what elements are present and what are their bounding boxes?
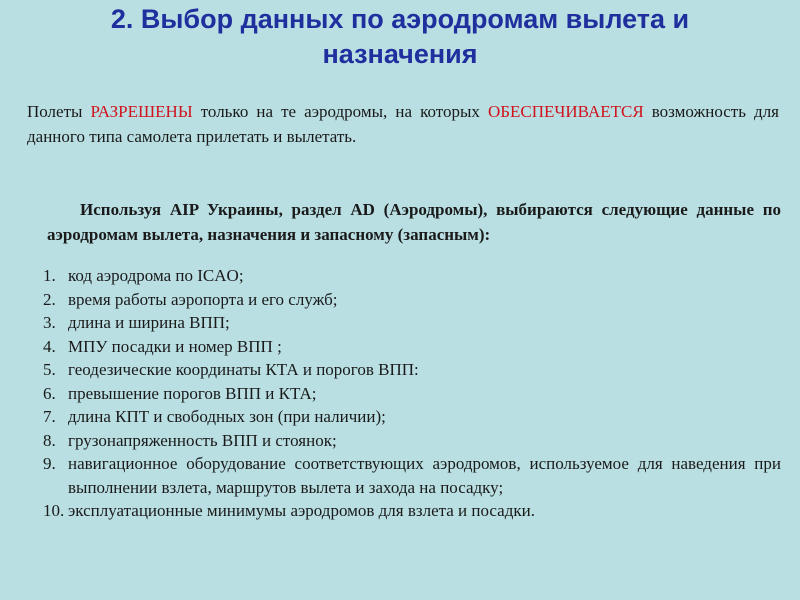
list-item-text: навигационное оборудование соответствующих аэродромов, используемое для наведения при выполнении взлета, маршрутов вылета и захода на посадку; xyxy=(68,454,781,497)
list-item-number: 9. xyxy=(43,454,56,473)
list-item-text: длина КПТ и свободных зон (при наличии); xyxy=(68,407,386,426)
lead-paragraph: Используя AIP Украины, раздел AD (Аэродромы), выбираются следующие данные по аэродромам вылета, назначения и запасному (запасным): xyxy=(47,200,781,244)
intro-paragraph xyxy=(27,99,779,149)
list-item-number: 2. xyxy=(43,289,56,309)
intro-text-2: только на те аэродромы, на которых xyxy=(192,102,488,121)
list-item-text: код аэродрома по ICAO; xyxy=(68,266,244,285)
list-item-text: время работы аэропорта и его служб; xyxy=(68,289,338,309)
aerodrome-data-list xyxy=(43,264,781,523)
list-item xyxy=(43,264,781,288)
list-item xyxy=(43,405,781,429)
list-item xyxy=(43,429,781,453)
slide-title-line1: 2. Выбор данных по аэродромам вылета и xyxy=(110,4,690,34)
list-item-number: 5. xyxy=(43,360,56,379)
list-item-text: эксплуатационные минимумы аэродромов для взлета и посадки. xyxy=(68,501,535,520)
list-item xyxy=(43,358,781,382)
list-item-number: 4. xyxy=(43,336,56,356)
list-item xyxy=(43,311,781,335)
list-item-number: 10. xyxy=(43,501,65,520)
list-item-number: 1. xyxy=(43,266,56,285)
intro-provided-emphasis: ОБЕСПЕЧИВАЕТСЯ xyxy=(487,102,644,121)
list-item xyxy=(43,382,781,406)
list-item-number: 3. xyxy=(43,313,56,332)
list-item-number: 8. xyxy=(43,430,56,450)
list-item-text: грузонапряженность ВПП и стоянок; xyxy=(68,430,337,450)
intro-allowed-emphasis: РАЗРЕШЕНЫ xyxy=(90,102,193,121)
slide-title xyxy=(20,2,780,72)
list-item-text: длина и ширина ВПП; xyxy=(68,313,230,332)
list-item xyxy=(43,452,781,499)
intro-text-1: Полеты xyxy=(27,102,91,121)
list-item-text: геодезические координаты КТА и порогов ВПП: xyxy=(68,360,419,379)
list-item-text: превышение порогов ВПП и КТА; xyxy=(68,383,317,403)
list-item-number: 7. xyxy=(43,407,56,426)
list-item-text: МПУ посадки и номер ВПП ; xyxy=(68,336,282,356)
list-item xyxy=(43,499,781,523)
list-item-number: 6. xyxy=(43,383,56,403)
intro-text-3: возможность для данного типа самолета прилетать и вылетать. xyxy=(27,102,780,146)
list-item xyxy=(43,335,781,359)
list-item xyxy=(43,288,781,312)
slide-title-line2: назначения xyxy=(322,39,478,69)
